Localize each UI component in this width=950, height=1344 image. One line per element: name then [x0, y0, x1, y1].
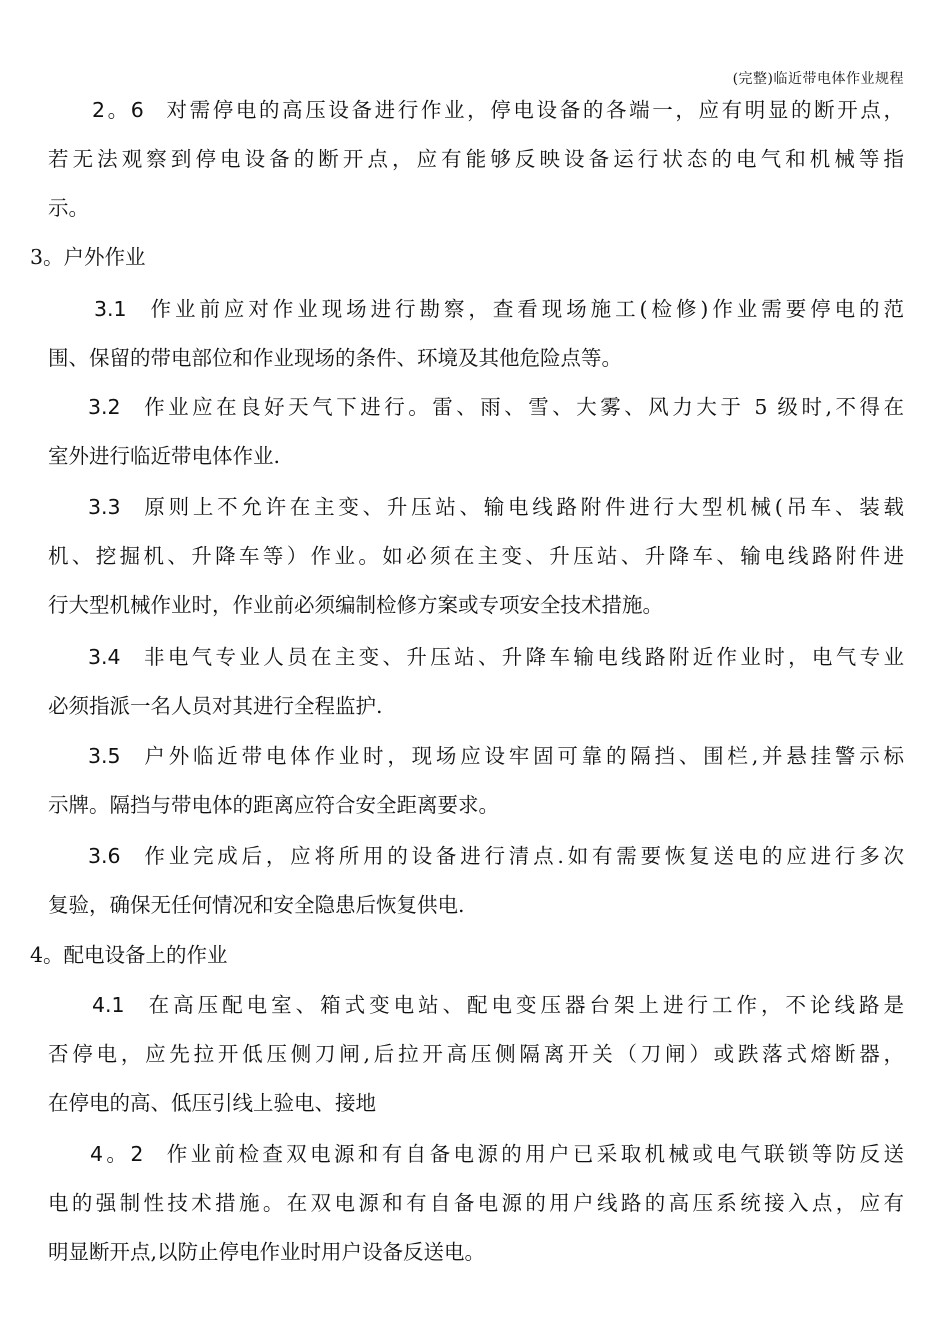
- paragraph-3-5: [48, 732, 904, 830]
- paragraph-line: 电的强制性技术措施。在双电源和有自备电源的用户线路的高压系统接入点，应有: [48, 1191, 904, 1215]
- paragraph-line: 室外进行临近带电体作业.: [48, 444, 281, 468]
- paragraph-line: 复验，确保无任何情况和安全隐患后恢复供电.: [48, 893, 465, 917]
- paragraph-3-4: [48, 633, 904, 731]
- paragraph-line: 若无法观察到停电设备的断开点，应有能够反映设备运行状态的电气和机械等指: [48, 147, 904, 171]
- paragraph-3-3: [48, 483, 904, 630]
- clause-number: 3.1: [94, 297, 127, 321]
- clause-number: 2。6: [92, 98, 144, 122]
- paragraph-line: 示牌。隔挡与带电体的距离应符合安全距离要求。: [48, 793, 499, 817]
- paragraph-line: 明显断开点,以防止停电作业时用户设备反送电。: [48, 1240, 486, 1264]
- paragraph-4-2: [48, 1130, 904, 1277]
- paragraph-line: 3.4 非电气专业人员在主变、升压站、升降车输电线路附近作业时，电气专业: [88, 645, 904, 669]
- paragraph-line: 必须指派一名人员对其进行全程监护.: [48, 694, 383, 718]
- paragraph-line: 行大型机械作业时，作业前必须编制检修方案或专项安全技术措施。: [48, 593, 663, 617]
- paragraph-line: 3.1 作业前应对作业现场进行勘察，查看现场施工(检修)作业需要停电的范: [94, 297, 904, 321]
- paragraph-line: 在停电的高、低压引线上验电、接地: [48, 1091, 376, 1115]
- paragraph-line: 3.6 作业完成后，应将所用的设备进行清点.如有需要恢复送电的应进行多次: [88, 844, 904, 868]
- paragraph-3-1: [48, 285, 904, 383]
- clause-number: 3.4: [88, 645, 121, 669]
- clause-number: 3.2: [88, 395, 121, 419]
- running-header: (完整)临近带电体作业规程: [732, 71, 904, 87]
- paragraph-line: 3.3 原则上不允许在主变、升压站、输电线路附件进行大型机械(吊车、装载: [88, 495, 904, 519]
- paragraph-line: 3.5 户外临近带电体作业时，现场应设牢固可靠的隔挡、围栏,并悬挂警示标: [88, 744, 904, 768]
- paragraph-3-2: [48, 383, 904, 481]
- paragraph-line: 机、挖掘机、升降车等）作业。如必须在主变、升压站、升降车、输电线路附件进: [48, 544, 904, 568]
- paragraph-line: 3.2 作业应在良好天气下进行。雷、雨、雪、大雾、风力大于 5 级时,不得在: [88, 395, 904, 419]
- paragraph-line: 2。6 对需停电的高压设备进行作业，停电设备的各端一，应有明显的断开点，: [92, 98, 905, 122]
- paragraph-line: 围、保留的带电部位和作业现场的条件、环境及其他危险点等。: [48, 346, 622, 370]
- section-heading-3: 3。户外作业: [30, 245, 146, 269]
- paragraph-line: 否停电，应先拉开低压侧刀闸,后拉开高压侧隔离开关（刀闸）或跌落式熔断器，: [48, 1042, 904, 1066]
- clause-number: 4.1: [92, 993, 125, 1017]
- paragraph-line: 4。2 作业前检查双电源和有自备电源的用户已采取机械或电气联锁等防反送: [90, 1142, 904, 1166]
- paragraph-line: 4.1 在高压配电室、箱式变电站、配电变压器台架上进行工作，不论线路是: [92, 993, 904, 1017]
- paragraph-3-6: [48, 832, 904, 930]
- paragraph-line: 示。: [48, 196, 89, 220]
- clause-number: 3.5: [88, 744, 121, 768]
- paragraph-4-1: [48, 981, 904, 1128]
- paragraph-2-6: [48, 86, 904, 233]
- section-heading-4: 4。配电设备上的作业: [30, 943, 228, 967]
- clause-number: 3.3: [88, 495, 121, 519]
- clause-number: 4。2: [90, 1142, 144, 1166]
- clause-number: 3.6: [88, 844, 121, 868]
